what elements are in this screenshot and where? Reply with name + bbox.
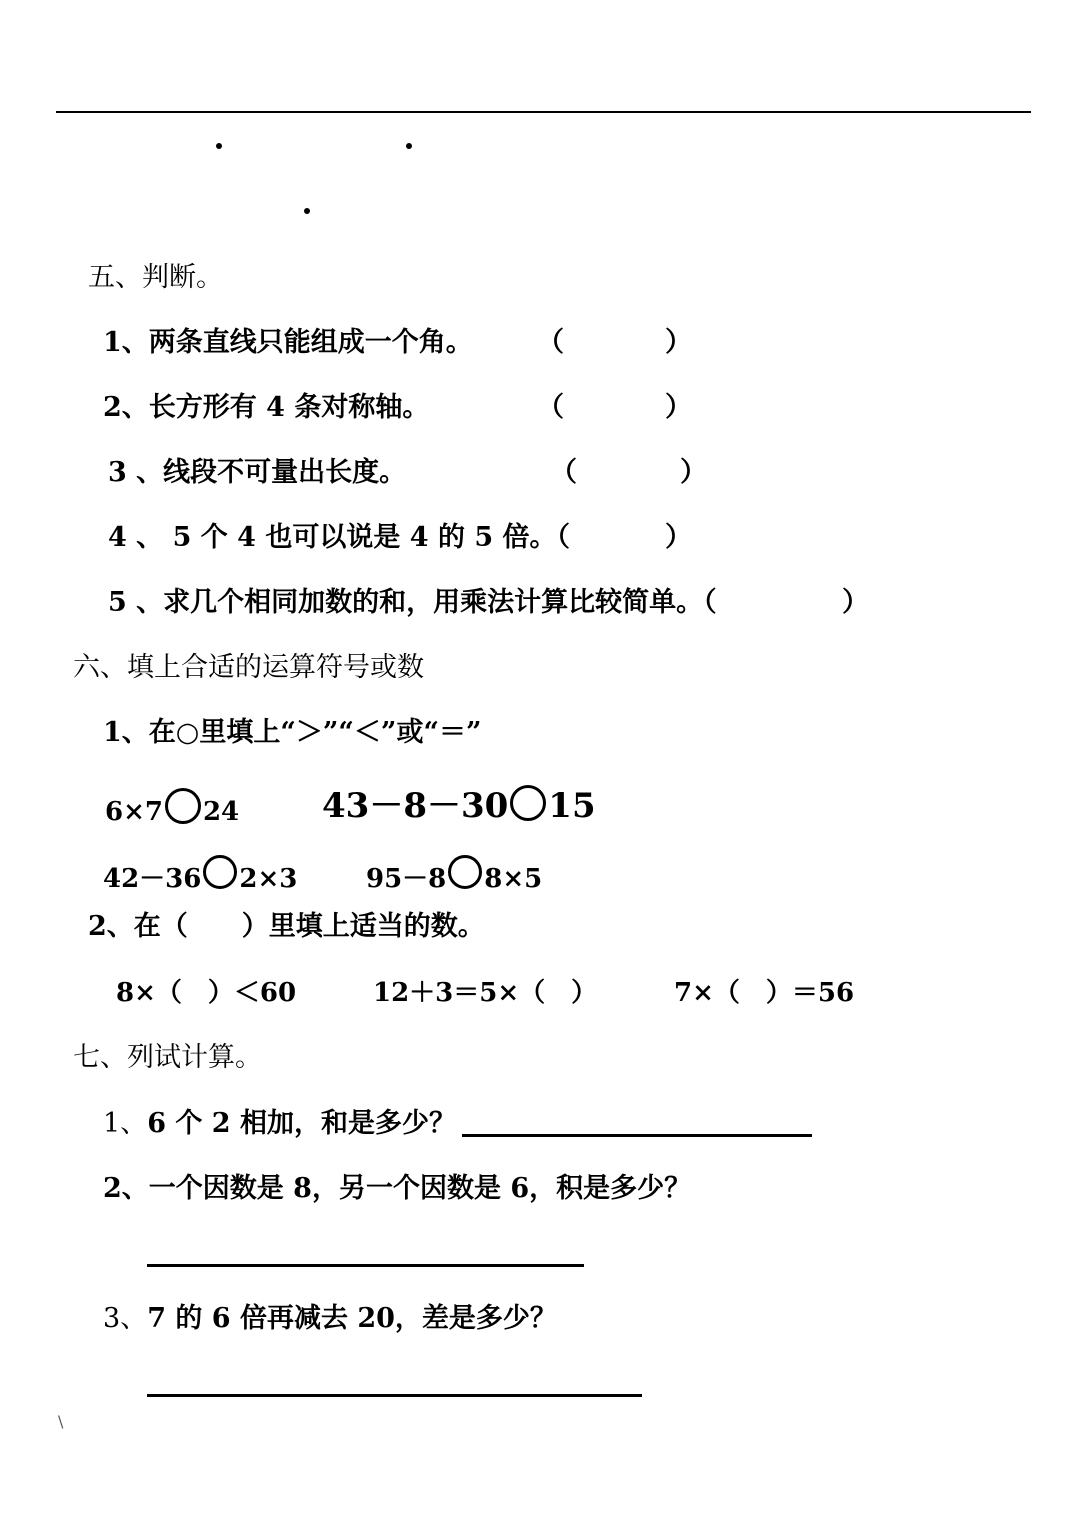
compare-expr	[105, 788, 239, 825]
fill-instruction-1: 1、在○里填上“＞”“＜”或“＝”	[103, 717, 482, 748]
judge-paren-close: ）	[842, 587, 869, 618]
point-dot	[406, 143, 412, 149]
judge-paren-close: ）	[665, 522, 692, 553]
top-rule	[56, 111, 1031, 113]
judge-paren-open: （	[537, 392, 564, 423]
fill-expr: 8×（ ）＜60	[116, 978, 297, 1008]
judge-paren-open: （	[550, 457, 577, 488]
judge-item-3: 3 、线段不可量出长度。	[108, 457, 407, 488]
question-number: 1、	[103, 1108, 148, 1139]
judge-paren-close: ）	[665, 327, 692, 358]
question-text: 6 个 2 相加，和是多少？	[147, 1108, 456, 1139]
compare-left: 42－36	[103, 864, 202, 894]
compare-circle[interactable]	[510, 785, 546, 821]
compare-circle[interactable]	[203, 855, 237, 889]
judge-paren-open: （	[537, 327, 564, 358]
fill-expr: 7×（ ）＝56	[674, 978, 855, 1008]
judge-paren-close: ）	[665, 392, 692, 423]
compare-right: 2×3	[239, 864, 298, 894]
judge-paren-close: ）	[680, 457, 707, 488]
section-heading-calc: 七、列试计算。	[73, 1042, 262, 1073]
answer-line[interactable]	[147, 1394, 642, 1397]
compare-circle[interactable]	[448, 855, 482, 889]
compare-left: 6×7	[105, 797, 163, 827]
compare-right: 8×5	[484, 864, 543, 894]
section-heading-fill: 六、填上合适的运算符号或数	[73, 652, 424, 683]
judge-item-5: 5 、求几个相同加数的和，用乘法计算比较简单。（	[108, 587, 717, 618]
calc-question-2: 2、一个因数是 8，另一个因数是 6，积是多少？	[103, 1173, 692, 1204]
question-number: 3、	[103, 1303, 148, 1334]
compare-right: 24	[202, 797, 240, 827]
compare-expr	[322, 785, 596, 826]
calc-question-1	[103, 1110, 456, 1137]
compare-expr	[103, 855, 297, 892]
calc-question-3	[103, 1305, 557, 1332]
point-dot	[304, 208, 310, 214]
fill-expr: 12＋3＝5×（ ）	[373, 978, 598, 1008]
answer-line[interactable]	[147, 1264, 584, 1267]
judge-item-2: 2、长方形有 4 条对称轴。	[103, 392, 430, 423]
compare-left: 95－8	[366, 864, 447, 894]
judge-item-1: 1、两条直线只能组成一个角。	[103, 327, 473, 358]
judge-item-4: 4 、 5 个 4 也可以说是 4 的 5 倍。（	[108, 522, 571, 553]
compare-circle[interactable]	[165, 788, 201, 824]
fill-instruction-2: 2、在（ ）里填上适当的数。	[88, 911, 485, 942]
footer-mark: \	[58, 1412, 64, 1431]
answer-line[interactable]	[462, 1134, 812, 1137]
compare-right: 15	[548, 786, 596, 826]
compare-expr	[366, 855, 542, 892]
section-heading-judge: 五、判断。	[88, 262, 223, 293]
question-text: 7 的 6 倍再减去 20，差是多少？	[147, 1303, 557, 1334]
compare-left: 43－8－30	[322, 786, 509, 826]
point-dot	[216, 143, 222, 149]
